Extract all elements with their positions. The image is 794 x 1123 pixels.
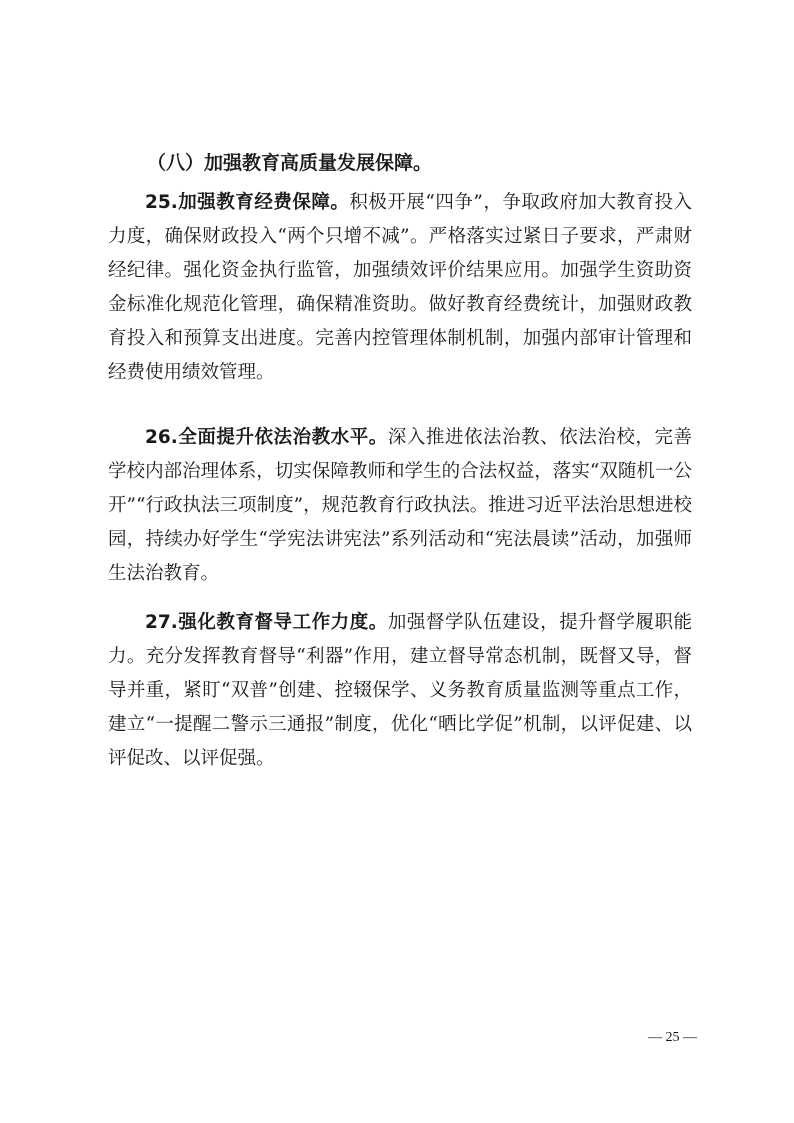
paragraph-25-title: 25.加强教育经费保障。 (145, 192, 350, 213)
paragraph-26 (108, 421, 692, 591)
paragraph-25-body: 积极开展“四争”，争取政府加大教育投入力度，确保财政投入“两个只增不减”。严格落实过紧日子要求，严肃财经纪律。强化资金执行监管，加强绩效评价结果应用。加强学生资助资金标准化规范化管理，确保精准资助。做好教育经费统计，加强财政教育投入和预算支出进度。完善内控管理体制机制，加强内部审计管理和经费使用绩效管理。 (108, 192, 692, 383)
paragraph-27 (108, 606, 692, 776)
paragraph-26-title: 26.全面提升依法治教水平。 (145, 427, 388, 448)
paragraph-27-body: 加强督学队伍建设，提升督学履职能力。充分发挥教育督导“利器”作用，建立督导常态机制，既督又导，督导并重，紧盯“双普”创建、控辍保学、义务教育质量监测等重点工作，建立“一提醒二警示三通报”制度，优化“晒比学促”机制，以评促建、以评促改、以评促强。 (108, 612, 692, 769)
paragraph-26-body: 深入推进依法治教、依法治校，完善学校内部治理体系，切实保障教师和学生的合法权益，落实“双随机一公开”“行政执法三项制度”，规范教育行政执法。推进习近平法治思想进校园，持续办好学生“学宪法讲宪法”系列活动和“宪法晨读”活动，加强师生法治教育。 (108, 427, 692, 584)
page-number: — 25 — (648, 1030, 697, 1045)
paragraph-25 (108, 186, 692, 390)
section-heading: （八）加强教育高质量发展保障。 (147, 152, 433, 174)
paragraph-27-title: 27.强化教育督导工作力度。 (145, 612, 388, 633)
